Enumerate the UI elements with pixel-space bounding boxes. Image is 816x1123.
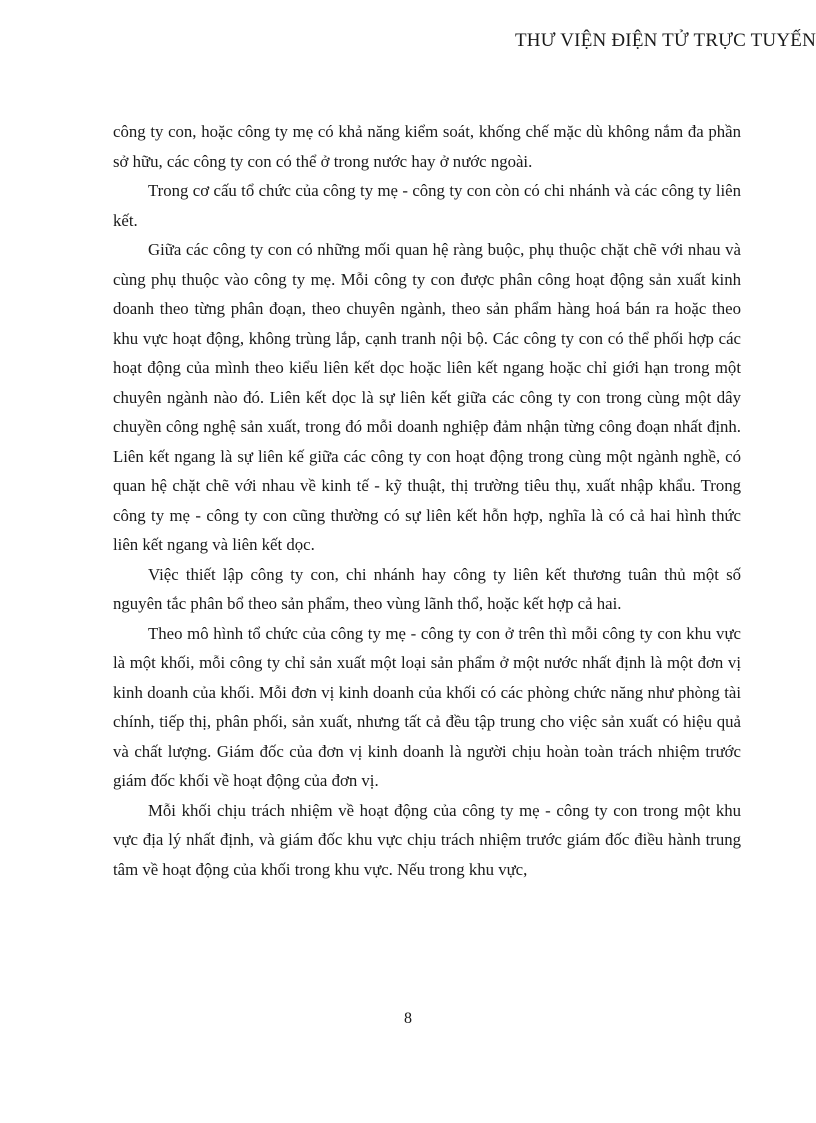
paragraph-continuation: công ty con, hoặc công ty mẹ có khả năng kiểm soát, khống chế mặc dù không nắm đa phần sở hữu, các công ty con có thể ở trong nước hay ở nước ngoài. (113, 122, 741, 171)
paragraph-establishment-principles: Việc thiết lập công ty con, chi nhánh hay công ty liên kết thương tuân thủ một số nguyên tắc phân bổ theo sản phẩm, theo vùng lãnh thổ, hoặc kết hợp cả hai. (113, 564, 741, 613)
paragraph-structure: Trong cơ cấu tổ chức của công ty mẹ - công ty con còn có chi nhánh và các công ty liên kết. (113, 181, 741, 230)
library-header-title: THƯ VIỆN ĐIỆN TỬ TRỰC TUYẾN (514, 30, 816, 51)
page-number: 8 (404, 1010, 412, 1027)
paragraph-subsidiary-relations: Giữa các công ty con có những mối quan hệ ràng buộc, phụ thuộc chặt chẽ với nhau và cùng phụ thuộc vào công ty mẹ. Mỗi công ty con được phân công hoạt động sản xuất kinh doanh theo từng phân đoạn, theo chuyên ngành, theo sản phẩm hàng hoá bán ra hoặc theo khu vực hoạt động, không trùng lắp, cạnh tranh nội bộ. Các công ty con có thể phối hợp các hoạt động của mình theo kiểu liên kết dọc hoặc liên kết ngang hoặc chỉ giới hạn trong một chuyên ngành nào đó. Liên kết dọc là sự liên kết giữa các công ty con trong cùng một dây chuyền công nghệ sản xuất, trong đó mỗi doanh nghiệp đảm nhận từng công đoạn nhất định. Liên kết ngang là sự liên kế giữa các công ty con hoạt động trong cùng một ngành nghề, có quan hệ chặt chẽ với nhau về kinh tế - kỹ thuật, thị trường tiêu thụ, xuất nhập khẩu. Trong công ty mẹ - công ty con cũng thường có sự liên kết hỗn hợp, nghĩa là có cả hai hình thức liên kết ngang và liên kết dọc. (113, 240, 741, 554)
paragraph-organization-model: Theo mô hình tổ chức của công ty mẹ - công ty con ở trên thì mỗi công ty con khu vực là một khối, mỗi công ty chỉ sản xuất một loại sản phẩm ở một nước nhất định là một đơn vị kinh doanh của khối. Mỗi đơn vị kinh doanh của khối có các phòng chức năng như phòng tài chính, tiếp thị, phân phối, sản xuất, nhưng tất cả đều tập trung cho việc sản xuất có hiệu quả và chất lượng. Giám đốc của đơn vị kinh doanh là người chịu hoàn toàn trách nhiệm trước giám đốc khối về hoạt động của đơn vị. (113, 623, 741, 790)
document-body (113, 117, 741, 884)
paragraph-regional-responsibility: Mỗi khối chịu trách nhiệm về hoạt động của công ty mẹ - công ty con trong một khu vực địa lý nhất định, và giám đốc khu vực chịu trách nhiệm trước giám đốc điều hành trung tâm về hoạt động của khối trong khu vực. Nếu trong khu vực, (113, 800, 741, 879)
